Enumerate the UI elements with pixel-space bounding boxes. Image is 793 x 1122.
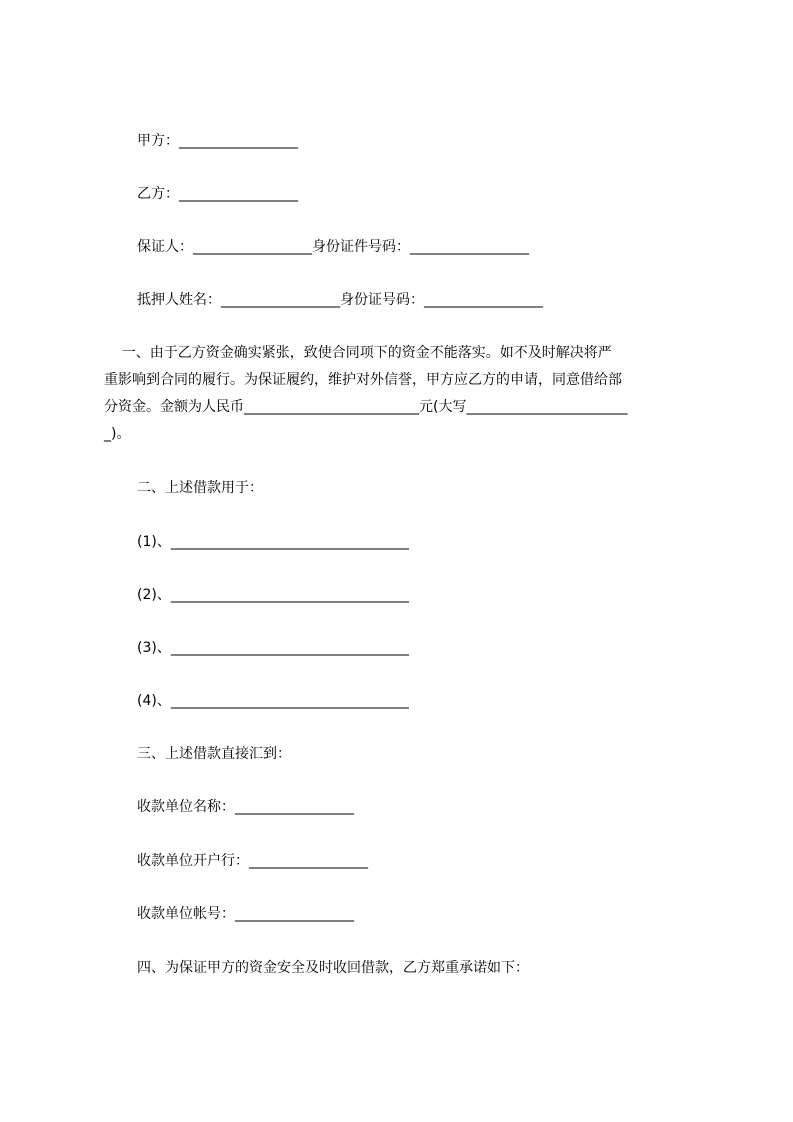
clause3-heading: 三、上述借款直接汇到： [137, 746, 291, 762]
clause2-item-2: (2)、__________________________________ [137, 587, 409, 603]
clause4-heading: 四、为保证甲方的资金安全及时收回借款，乙方郑重承诺如下： [137, 960, 529, 976]
clause2-heading: 二、上述借款用于： [137, 480, 263, 496]
payee-bank-line: 收款单位开户行：_________________ [137, 853, 368, 869]
clause1-line2: 重影响到合同的履行。为保证履约，维护对外信誉，甲方应乙方的申请，同意借给部 [104, 372, 622, 388]
clause2-item-1: (1)、__________________________________ [137, 534, 409, 550]
mortgagor-line: 抵押人姓名：_________________身份证号码：_________________ [137, 292, 543, 308]
clause2-item-3: (3)、__________________________________ [137, 640, 409, 656]
party-a-line: 甲方：_________________ [137, 133, 298, 149]
clause1-line3: 分资金。金额为人民币_________________________元(大写_______________________ [104, 399, 628, 415]
clause1-line4: _)。 [104, 426, 131, 442]
payee-account-line: 收款单位帐号：_________________ [137, 906, 354, 922]
clause1-line1: 一、由于乙方资金确实紧张，致使合同项下的资金不能落实。如不及时解决将严 [104, 345, 612, 361]
guarantor-line: 保证人：_________________身份证件号码：_________________ [137, 239, 529, 255]
clause2-item-4: (4)、__________________________________ [137, 693, 409, 709]
party-b-line: 乙方：_________________ [137, 186, 298, 202]
payee-name-line: 收款单位名称：_________________ [137, 799, 354, 815]
